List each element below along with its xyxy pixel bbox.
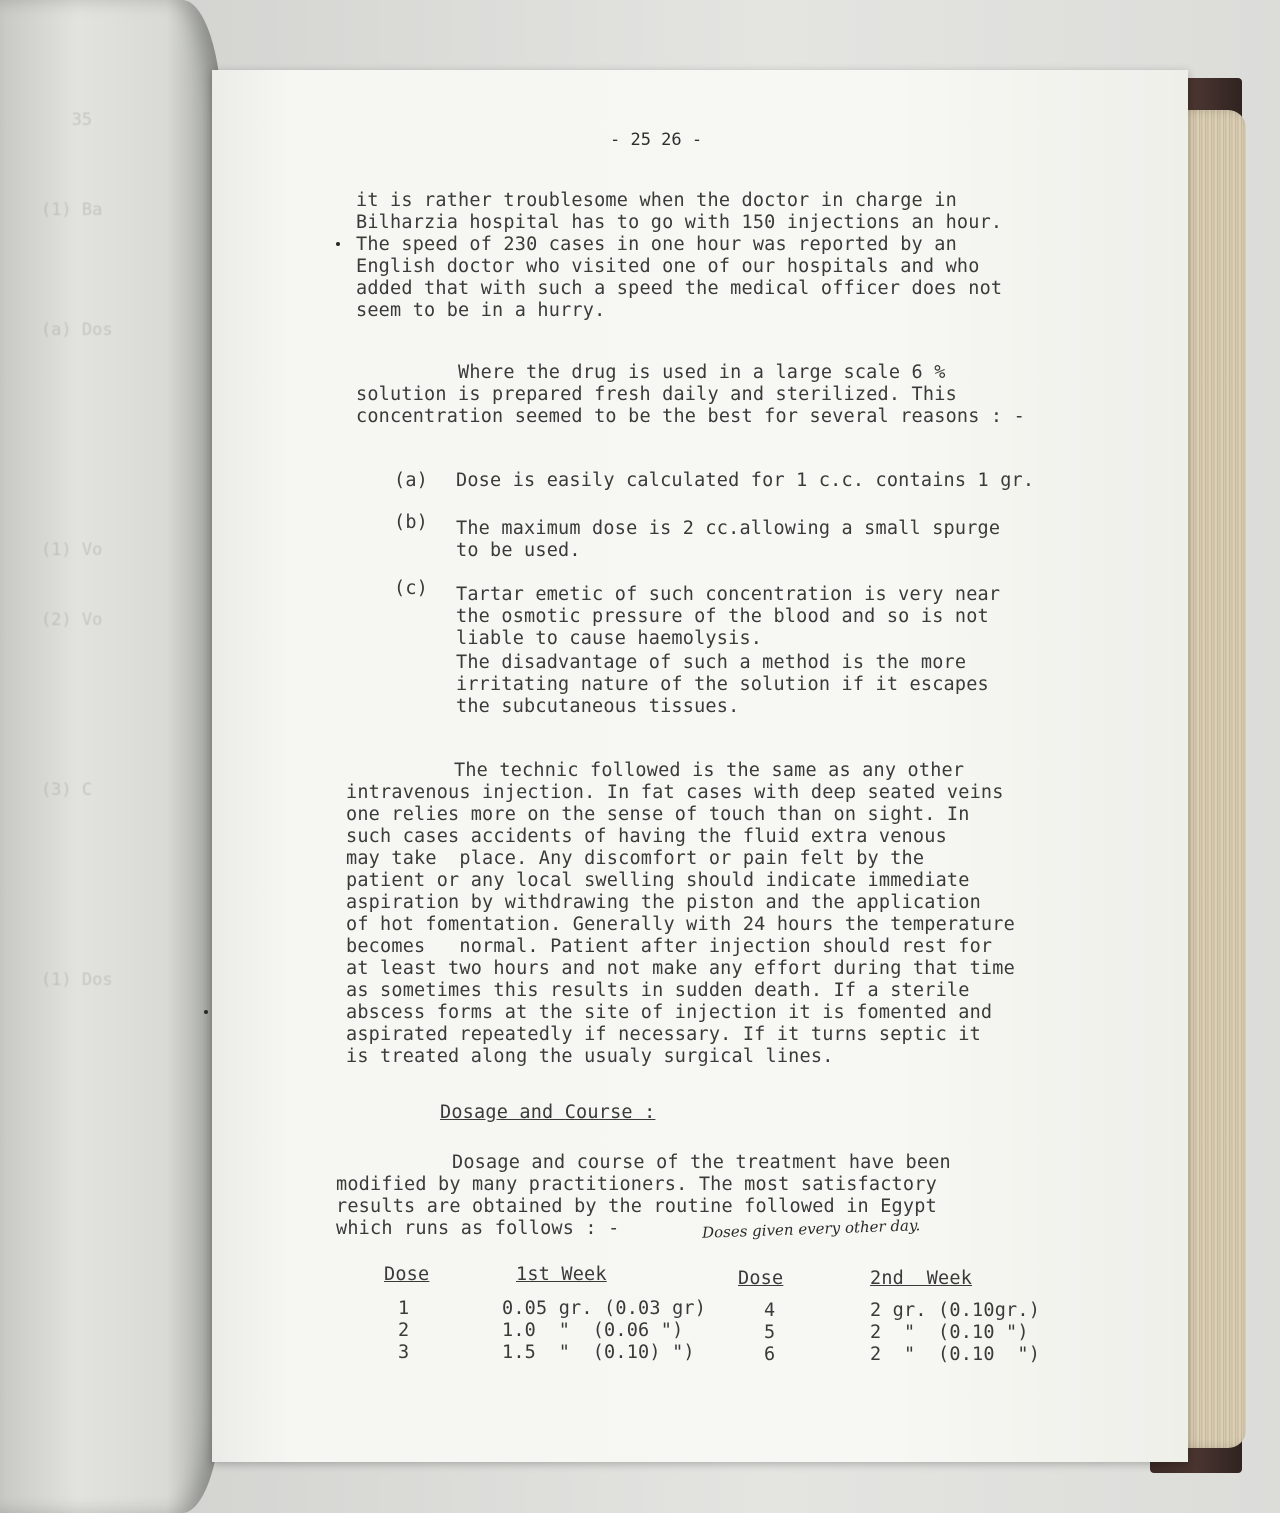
text-line: intravenous injection. In fat cases with deep seated veins [346, 782, 1004, 803]
list-text: to be used. [456, 540, 581, 561]
text-line: which runs as follows : - [336, 1218, 620, 1239]
table-header: 1st Week [516, 1264, 607, 1285]
text-line: Dosage and course of the treatment have been [452, 1152, 951, 1173]
table-cell: 2 gr. (0.10gr.) [870, 1300, 1041, 1321]
table-cell: 2 " (0.10 ") [870, 1322, 1029, 1343]
text-line: seem to be in a hurry. [356, 300, 606, 321]
list-label: (b) [394, 512, 429, 533]
text-line: becomes normal. Patient after injection should rest for [346, 936, 993, 957]
text-line: English doctor who visited one of our hospitals and who [356, 256, 980, 277]
text-line: at least two hours and not make any effort during that time [346, 958, 1015, 979]
table-header: Dose [384, 1264, 430, 1285]
list-label: (c) [394, 578, 429, 599]
text-line: Bilharzia hospital has to go with 150 injections an hour. [356, 212, 1003, 233]
text-line: one relies more on the sense of touch than on sight. In [346, 804, 970, 825]
text-line: abscess forms at the site of injection it is fomented and [346, 1002, 993, 1023]
text-line: it is rather troublesome when the doctor in charge in [356, 190, 957, 211]
handwritten-note: Doses given every other day. [701, 1216, 921, 1242]
table-cell: 2 " (0.10 ") [870, 1344, 1041, 1365]
table-cell: 3 [398, 1342, 410, 1363]
ink-dot [204, 1010, 208, 1014]
table-cell: 6 [764, 1344, 776, 1365]
text-line: is treated along the usualy surgical lines. [346, 1046, 834, 1067]
section-heading: Dosage and Course : [440, 1102, 656, 1123]
list-text: Dose is easily calculated for 1 c.c. contains 1 gr. [456, 470, 1035, 491]
document-page [212, 70, 1188, 1462]
table-cell: 0.05 gr. (0.03 gr) [502, 1298, 707, 1319]
facing-left-page: 35 (1) Ba (a) Dos (1) Vo (2) Vo (3) C (1) Dos [0, 0, 222, 1513]
text-line: modified by many practitioners. The most satisfactory [336, 1174, 937, 1195]
text-line: The speed of 230 cases in one hour was reported by an [356, 234, 957, 255]
text-line: aspiration by withdrawing the piston and the application [346, 892, 981, 913]
text-line: patient or any local swelling should indicate immediate [346, 870, 970, 891]
list-text: the osmotic pressure of the blood and so is not [456, 606, 989, 627]
list-text: Tartar emetic of such concentration is very near [456, 584, 1001, 605]
text-line: such cases accidents of having the fluid extra venous [346, 826, 947, 847]
list-text: The maximum dose is 2 cc.allowing a small spurge [456, 518, 1001, 539]
text-line: added that with such a speed the medical officer does not [356, 278, 1003, 299]
text-line: of hot fomentation. Generally with 24 hours the temperature [346, 914, 1015, 935]
text-line: The technic followed is the same as any other [454, 760, 965, 781]
text-line: results are obtained by the routine followed in Egypt [336, 1196, 937, 1217]
text-line: Where the drug is used in a large scale 6 % [458, 362, 946, 383]
table-cell: 5 [764, 1322, 776, 1343]
text-line: may take place. Any discomfort or pain felt by the [346, 848, 925, 869]
list-label: (a) [394, 470, 429, 491]
list-text: The disadvantage of such a method is the more [456, 652, 967, 673]
list-text: liable to cause haemolysis. [456, 628, 763, 649]
table-cell: 2 [398, 1320, 410, 1341]
list-text: the subcutaneous tissues. [456, 696, 740, 717]
text-line: aspirated repeatedly if necessary. If it turns septic it [346, 1024, 981, 1045]
page-number: - 25 26 - [610, 130, 703, 150]
text-line: as sometimes this results in sudden death. If a sterile [346, 980, 970, 1001]
table-cell: 1.5 " (0.10) ") [502, 1342, 695, 1363]
list-text: irritating nature of the solution if it escapes [456, 674, 989, 695]
text-line: concentration seemed to be the best for several reasons : - [356, 406, 1025, 427]
table-header: Dose [738, 1268, 784, 1289]
table-header: 2nd Week [870, 1268, 973, 1289]
table-cell: 4 [764, 1300, 776, 1321]
table-cell: 1 [398, 1298, 410, 1319]
ink-dot [336, 242, 340, 246]
table-cell: 1.0 " (0.06 ") [502, 1320, 684, 1341]
text-line: solution is prepared fresh daily and sterilized. This [356, 384, 957, 405]
